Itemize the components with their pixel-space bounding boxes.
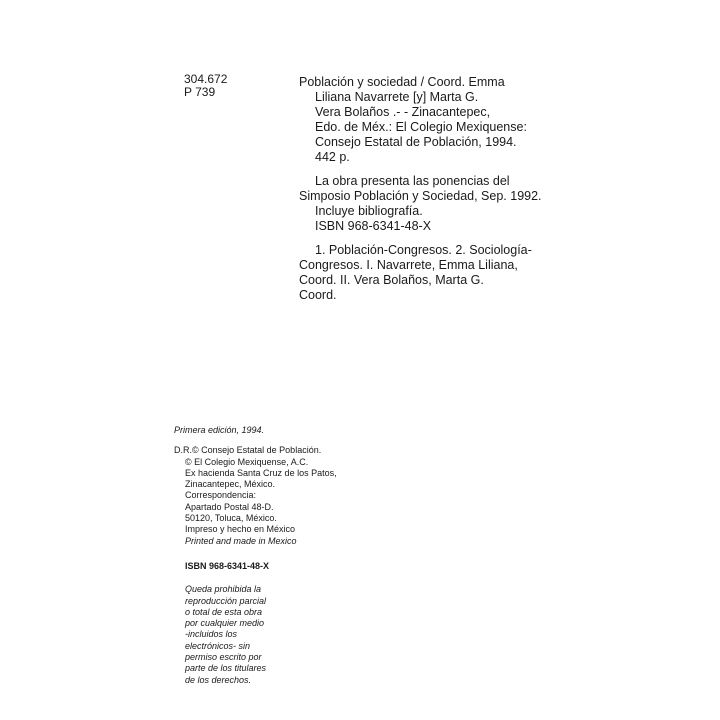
- rights-line: electrónicos- sin: [185, 640, 251, 651]
- printed-in-line: Printed and made in Mexico: [185, 535, 297, 546]
- address-line: Apartado Postal 48-D.: [185, 501, 274, 512]
- pages-line: 442 p.: [315, 150, 350, 164]
- isbn-label: ISBN 968-6341-48-X: [185, 560, 270, 571]
- rights-line: permiso escrito por: [185, 652, 262, 663]
- title-line: Población y sociedad / Coord. Emma: [299, 75, 505, 89]
- rights-line: reproducción parcial: [185, 595, 267, 606]
- copyright-line: © El Colegio Mexiquense, A.C.: [185, 456, 309, 467]
- isbn-line: ISBN 968-6341-48-X: [315, 219, 432, 233]
- call-number: [184, 73, 227, 99]
- address-line: Ex hacienda Santa Cruz de los Patos,: [185, 467, 337, 478]
- notes-line: Incluye bibliografía.: [315, 204, 423, 218]
- notes-line: La obra presenta las ponencias del: [315, 174, 510, 188]
- edition-line: Primera edición, 1994.: [174, 425, 265, 435]
- rights-line: parte de los titulares: [185, 663, 267, 674]
- rights-line: Queda prohibida la: [185, 584, 262, 595]
- subject-line: 1. Población-Congresos. 2. Sociología-: [315, 243, 532, 257]
- subject-line: Coord.: [299, 288, 337, 302]
- catalog-card: [299, 75, 599, 303]
- title-line: Liliana Navarrete [y] Marta G.: [315, 90, 479, 104]
- notes-line: Simposio Población y Sociedad, Sep. 1992.: [299, 189, 542, 203]
- rights-line: de los derechos.: [185, 674, 252, 685]
- classification-number: 304.672: [184, 72, 228, 86]
- title-line: Consejo Estatal de Población, 1994.: [315, 135, 517, 149]
- printed-line: Impreso y hecho en México: [185, 524, 296, 535]
- title-line: Vera Bolaños .- - Zinacantepec,: [315, 105, 491, 119]
- title-line: Edo. de Méx.: El Colegio Mexiquense:: [315, 120, 527, 134]
- rights-line: o total de esta obra: [185, 606, 263, 617]
- cutter-number: P 739: [184, 85, 216, 99]
- subject-line: Congresos. I. Navarrete, Emma Liliana,: [299, 258, 518, 272]
- address-line: Correspondencia:: [185, 490, 257, 501]
- rights-line: por cualquier medio: [185, 618, 265, 629]
- address-line: 50120, Toluca, México.: [185, 513, 277, 524]
- copyright-line: D.R.© Consejo Estatal de Población.: [174, 445, 322, 456]
- subject-line: Coord. II. Vera Bolaños, Marta G.: [299, 273, 484, 287]
- address-line: Zinacantepec, México.: [185, 479, 276, 490]
- legal-block: [174, 425, 337, 686]
- rights-line: -incluidos los: [185, 629, 238, 640]
